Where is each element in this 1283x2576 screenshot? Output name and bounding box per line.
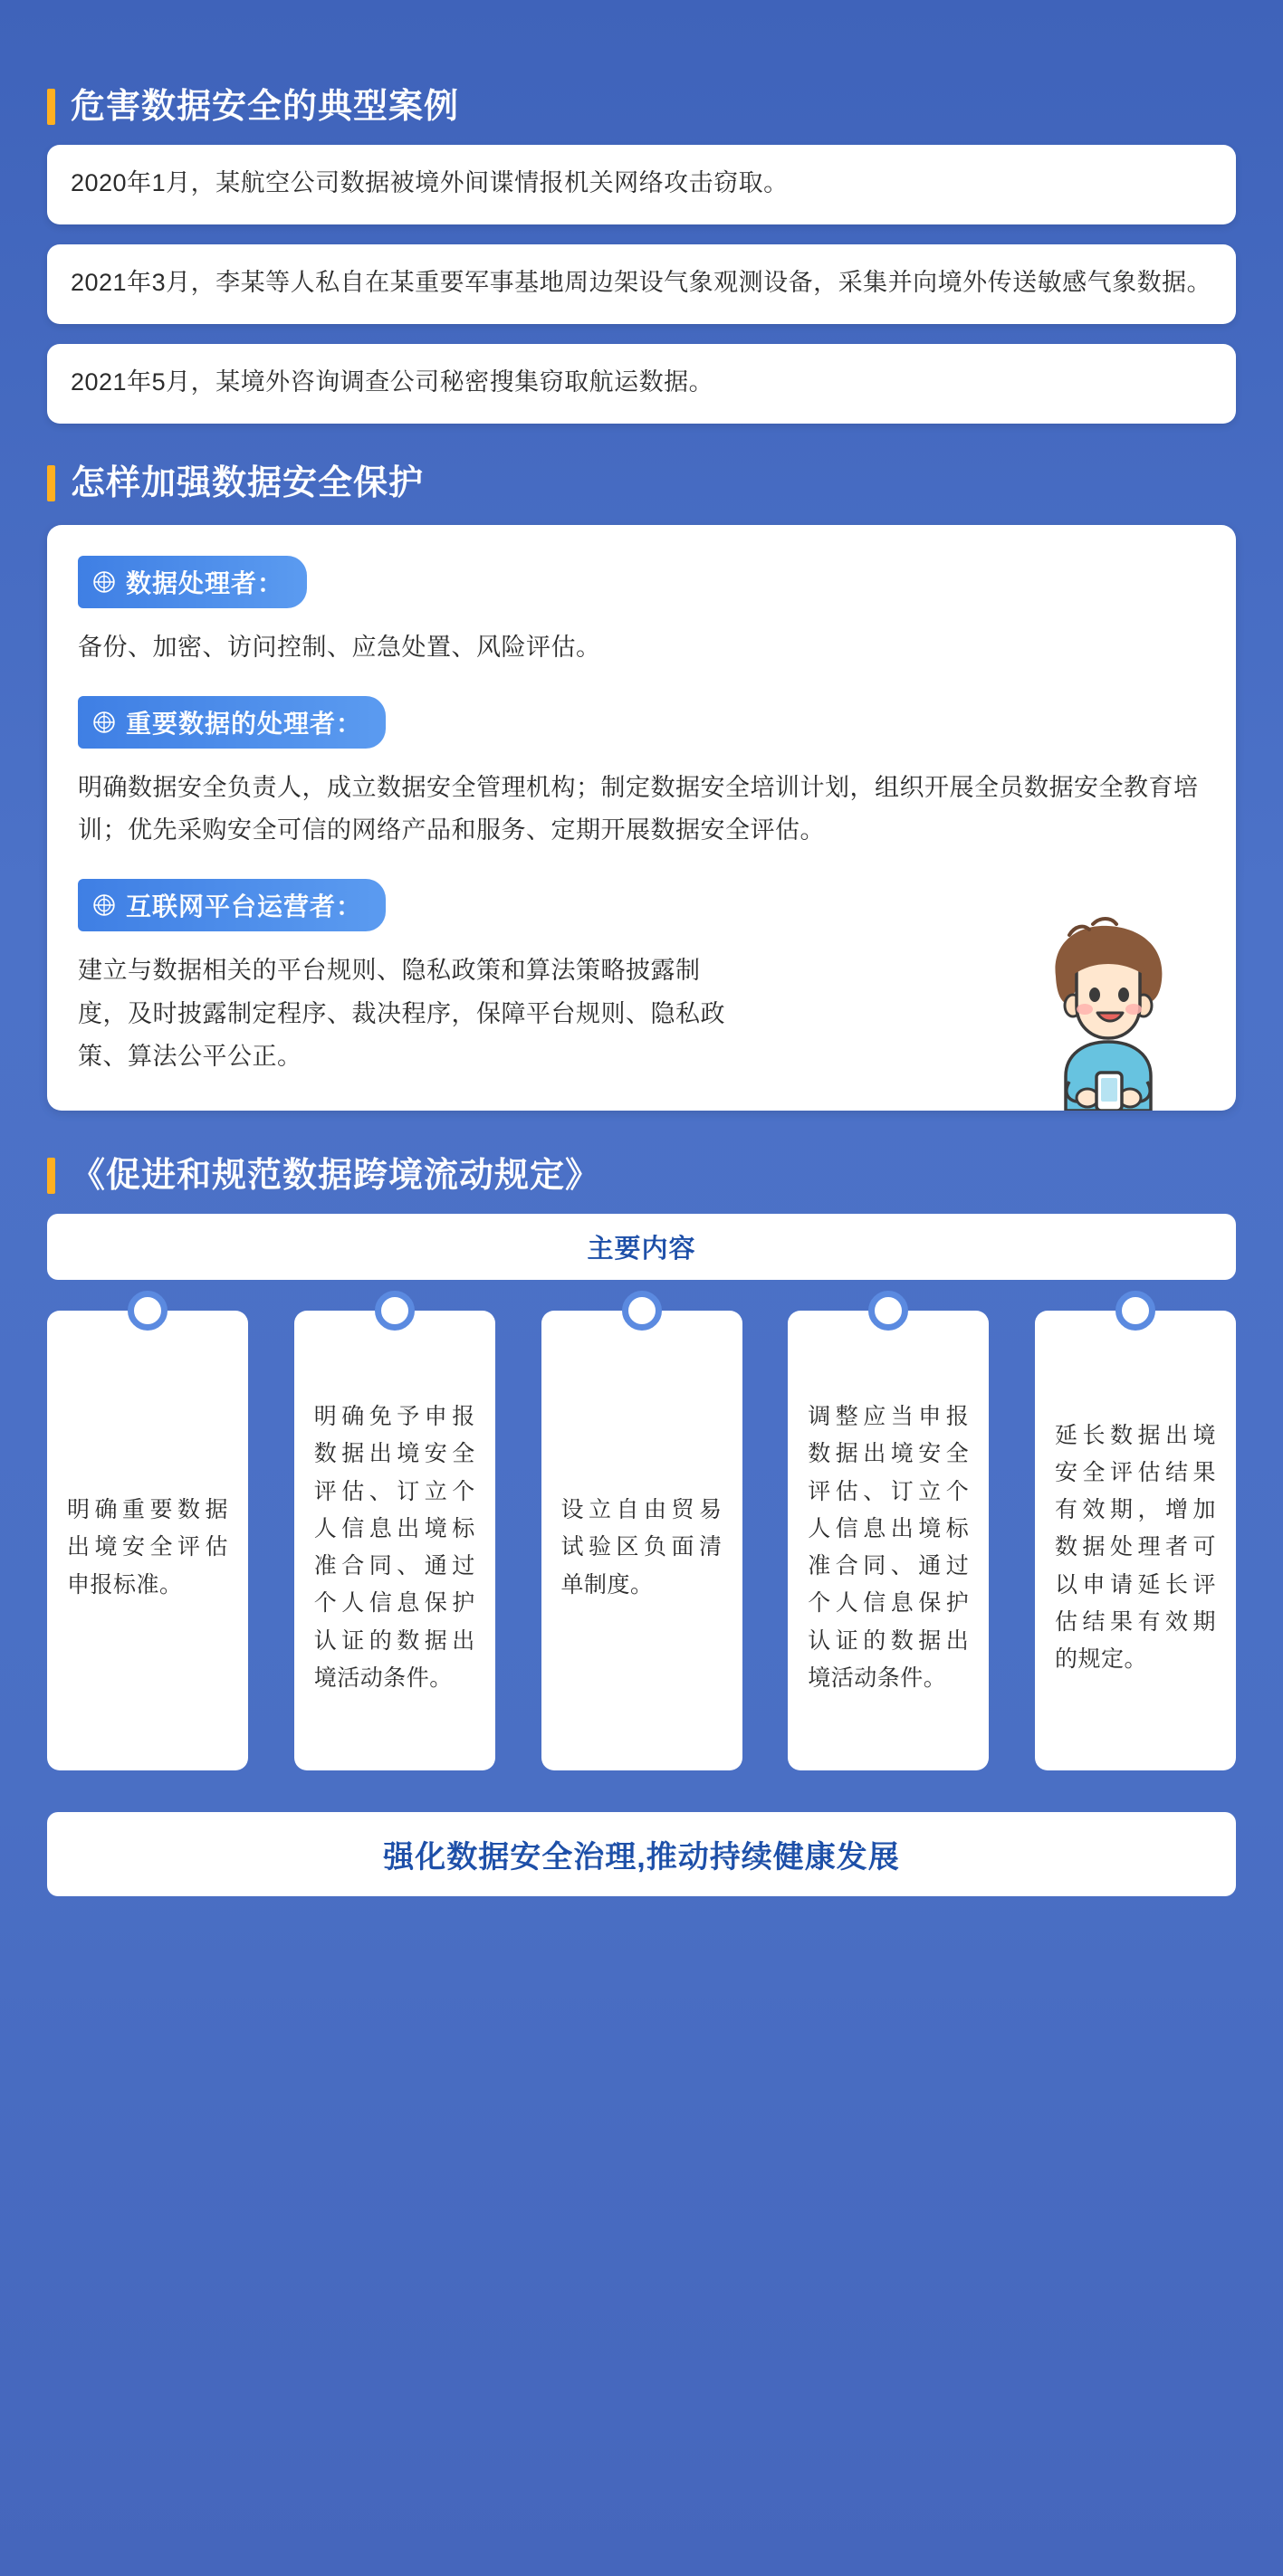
group-tag-label: 互联网平台运营者： — [126, 892, 363, 921]
heading-accent-bar — [47, 1158, 55, 1194]
card-dot-marker — [622, 1291, 662, 1331]
group-tag-label: 数据处理者： — [126, 568, 284, 597]
regulation-card-text: 调整应当申报数据出境安全评估、订立个人信息出境标准合同、通过个人信息保护认证的数据出境活动条件。 — [808, 1404, 970, 1691]
case-text: 2020年1月，某航空公司数据被境外间谍情报机关网络攻击窃取。 — [71, 169, 789, 196]
card-dot-marker — [868, 1291, 908, 1331]
card-dot-marker — [1115, 1291, 1155, 1331]
card-dot-marker — [375, 1291, 415, 1331]
globe-icon — [92, 893, 116, 917]
section-title-regulation: 《促进和规范数据跨境流动规定》 — [71, 1157, 601, 1196]
section-heading-protection — [47, 465, 1236, 501]
regulation-card — [541, 1311, 742, 1770]
heading-accent-bar — [47, 89, 55, 125]
regulation-card — [1035, 1311, 1236, 1770]
globe-icon — [92, 570, 116, 594]
group-body-data-processor: 备份、加密、访问控制、应急处置、风险评估。 — [78, 633, 601, 661]
regulation-subtitle: 主要内容 — [47, 1214, 1236, 1280]
footer-slogan: 强化数据安全治理,推动持续健康发展 — [47, 1812, 1236, 1896]
mascot-illustration — [1006, 911, 1214, 1111]
case-text: 2021年5月，某境外咨询调查公司秘密搜集窃取航运数据。 — [71, 367, 714, 396]
group-tag-label: 重要数据的处理者： — [126, 709, 363, 738]
card-dot-marker — [128, 1291, 168, 1331]
section-title-cases: 危害数据安全的典型案例 — [71, 88, 460, 126]
section-heading-cases — [47, 89, 1236, 125]
regulation-card — [294, 1311, 495, 1770]
group-tag-platform-operator — [78, 879, 386, 931]
regulation-card — [788, 1311, 989, 1770]
case-card — [47, 344, 1236, 424]
case-card — [47, 244, 1236, 324]
regulation-card-text: 延长数据出境安全评估结果有效期，增加数据处理者可以申请延长评估结果有效期的规定。 — [1055, 1422, 1216, 1673]
regulation-card-text: 明确免予申报数据出境安全评估、订立个人信息出境标准合同、通过个人信息保护认证的数据出境活动条件。 — [313, 1404, 475, 1691]
regulation-cards-row — [47, 1311, 1236, 1770]
group-tag-data-processor — [78, 556, 307, 608]
protection-panel — [47, 525, 1236, 1111]
group-tag-important-data-processor — [78, 696, 386, 749]
section-heading-regulation — [47, 1158, 1236, 1194]
section-title-protection: 怎样加强数据安全保护 — [71, 463, 425, 502]
globe-icon — [92, 711, 116, 734]
heading-accent-bar — [47, 465, 55, 501]
case-card — [47, 145, 1236, 224]
top-spacer — [47, 0, 1236, 89]
regulation-card-text: 设立自由贸易试验区负面清单制度。 — [560, 1497, 723, 1598]
group-body-platform-operator: 建立与数据相关的平台规则、隐私政策和算法策略披露制度，及时披露制定程序、裁决程序，保障平台规则、隐私政策、算法公平公正。 — [78, 957, 725, 1070]
regulation-card — [47, 1311, 248, 1770]
case-text: 2021年3月，李某等人私自在某重要军事基地周边架设气象观测设备，采集并向境外传送敏感气象数据。 — [71, 268, 1212, 296]
group-body-important-data-processor: 明确数据安全负责人，成立数据安全管理机构；制定数据安全培训计划，组织开展全员数据安全教育培训；优先采购安全可信的网络产品和服务、定期开展数据安全评估。 — [78, 773, 1199, 844]
regulation-card-text: 明确重要数据出境安全评估申报标准。 — [67, 1497, 228, 1598]
